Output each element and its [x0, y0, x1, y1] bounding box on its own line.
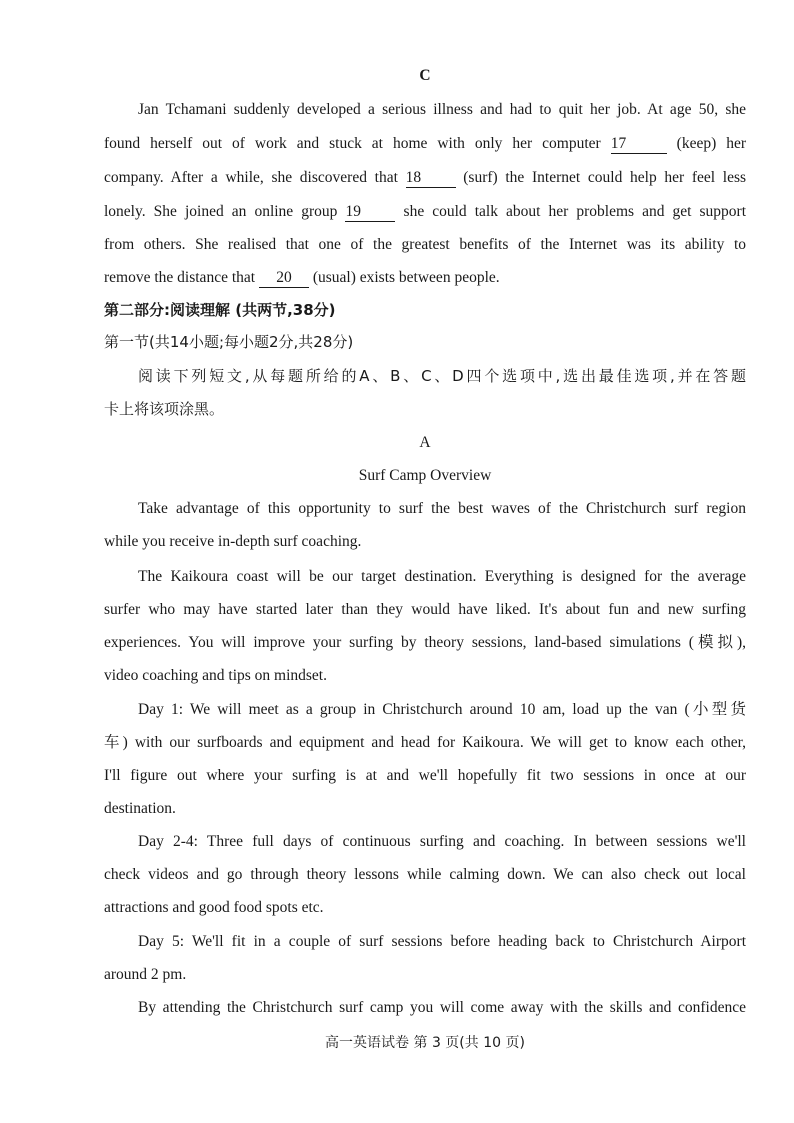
- passage-c-line-5: from others. She realised that one of the greatest benefits of the Internet was its ability to: [104, 236, 746, 253]
- part-2-instruction-line-2: 卡上将该项涂黑。: [104, 400, 225, 418]
- passage-a-p1-line-1: Take advantage of this opportunity to surf the best waves of the Christchurch surf region: [138, 500, 746, 517]
- passage-c-line-2-post: (keep) her: [676, 135, 747, 152]
- passage-a-day24-line-2: check videos and go through theory lessons while calming down. We can also check out local: [104, 866, 746, 883]
- blank-17: 17: [611, 135, 667, 154]
- passage-c-line-6: [104, 268, 746, 288]
- passage-c-line-2: [104, 134, 746, 154]
- passage-a-p2-line-1: The Kaikoura coast will be our target destination. Everything is designed for the average: [138, 568, 746, 585]
- passage-a-p2-line-3: experiences. You will improve your surfing by theory sessions, land-based simulations (模拟),: [104, 634, 746, 651]
- passage-a-day24-line-1: Day 2-4: Three full days of continuous surfing and coaching. In between sessions we'll: [138, 833, 746, 850]
- blank-20: 20: [259, 269, 309, 288]
- passage-c-line-3-post: (surf) the Internet could help her feel less: [463, 169, 747, 186]
- passage-a-letter: A: [419, 434, 431, 451]
- passage-c-line-4-pre: lonely. She joined an online group: [104, 203, 338, 220]
- passage-a-p1-line-2: while you receive in-depth surf coaching.: [104, 533, 362, 550]
- passage-a-day1-line-2: 车) with our surfboards and equipment and head for Kaikoura. We will get to know each other,: [104, 734, 746, 751]
- passage-a-p2-line-2: surfer who may have started later than they would have liked. It's about fun and new surfing: [104, 601, 746, 618]
- passage-a-day24-line-3: attractions and good food spots etc.: [104, 899, 324, 916]
- passage-c-line-4: [104, 202, 746, 222]
- passage-a-p2-line-4: video coaching and tips on mindset.: [104, 667, 327, 684]
- passage-a-day1-line-1: Day 1: We will meet as a group in Christchurch around 10 am, load up the van (小型货: [138, 701, 746, 718]
- page-footer: 高一英语试卷 第 3 页(共 10 页): [325, 1035, 525, 1051]
- passage-c-line-4-post: she could talk about her problems and get support: [403, 203, 747, 220]
- passage-c-letter: C: [419, 67, 431, 84]
- passage-a-day5-line-2: around 2 pm.: [104, 966, 187, 983]
- part-2-instruction-line-1: 阅读下列短文,从每题所给的A、B、C、D四个选项中,选出最佳选项,并在答题: [138, 367, 746, 385]
- passage-c-line-3-pre: company. After a while, she discovered that: [104, 169, 398, 186]
- part-2-section-1: 第一节(共14小题;每小题2分,共28分): [104, 333, 354, 351]
- blank-19: 19: [345, 203, 395, 222]
- blank-18: 18: [406, 169, 456, 188]
- passage-c-line-3: [104, 168, 746, 188]
- part-2-title: 第二部分:阅读理解 (共两节,38分): [104, 301, 336, 319]
- passage-c-line-1: Jan Tchamani suddenly developed a serious illness and had to quit her job. At age 50, she: [138, 101, 746, 118]
- passage-c-line-2-pre: found herself out of work and stuck at home with only her computer: [104, 135, 601, 152]
- passage-a-closing-line-1: By attending the Christchurch surf camp you will come away with the skills and confidence: [138, 999, 746, 1016]
- passage-a-day1-line-4: destination.: [104, 800, 176, 817]
- passage-c-line-6-post: (usual) exists between people.: [312, 269, 500, 286]
- passage-a-title: Surf Camp Overview: [358, 467, 492, 484]
- passage-a-day1-line-3: I'll figure out where your surfing is at and we'll hopefully fit two sessions in once at our: [104, 767, 746, 784]
- passage-c-line-6-pre: remove the distance that: [104, 269, 256, 286]
- passage-a-day5-line-1: Day 5: We'll fit in a couple of surf sessions before heading back to Christchurch Airport: [138, 933, 746, 950]
